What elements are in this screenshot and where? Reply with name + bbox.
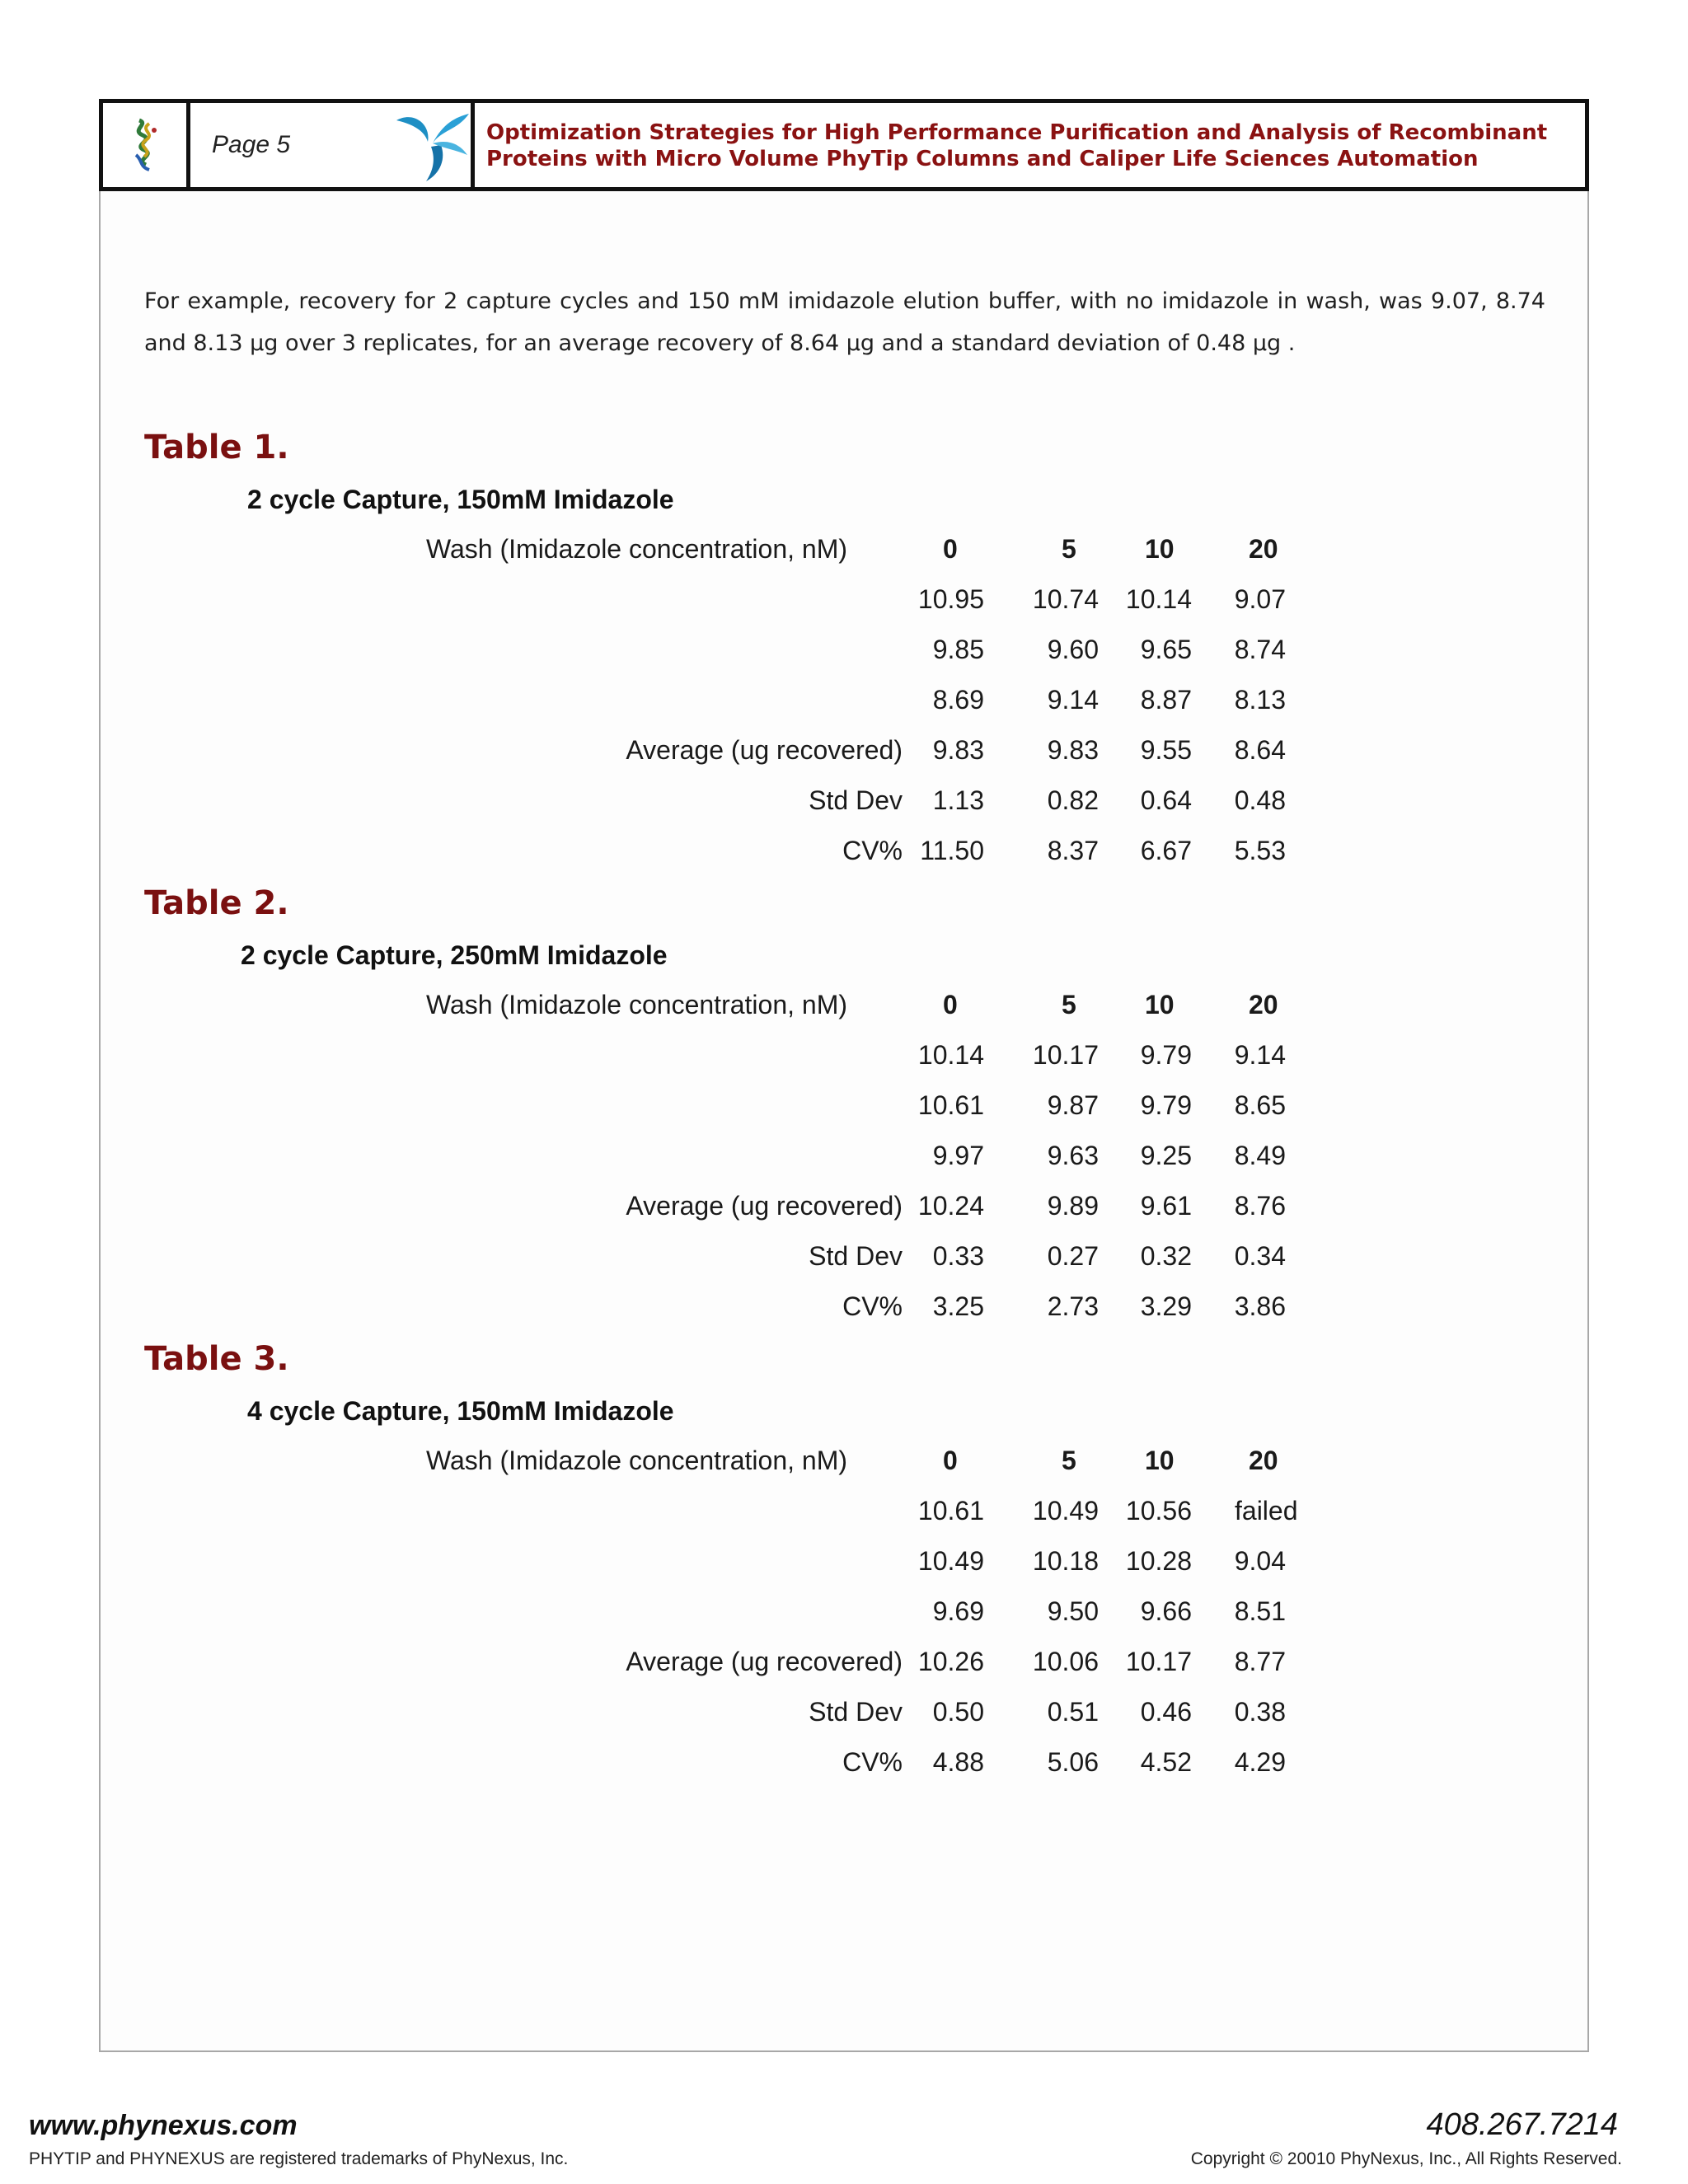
footer-website[interactable]: www.phynexus.com <box>29 2110 298 2141</box>
stat-value: 8.64 <box>1234 735 1286 765</box>
stat-value: 0.48 <box>1234 785 1286 815</box>
column-header: 0 <box>943 990 958 1019</box>
table-cell: 10.61 <box>917 1090 984 1120</box>
page-number: Page 5 <box>212 131 291 158</box>
footer-copyright: Copyright © 20010 PhyNexus, Inc., All Rights Reserved. <box>1190 2149 1622 2168</box>
wash-label: Wash (Imidazole concentration, nM) <box>425 1446 847 1475</box>
table-cell: 9.97 <box>932 1141 984 1170</box>
stat-label: Std Dev <box>809 1241 903 1271</box>
stat-value: 0.46 <box>1140 1697 1192 1727</box>
stat-value: 8.37 <box>1047 836 1099 865</box>
table-cell: 10.56 <box>1125 1496 1192 1526</box>
stat-value: 4.52 <box>1140 1747 1192 1777</box>
table-subtitle: 2 cycle Capture, 150mM Imidazole <box>247 485 674 514</box>
stat-label: Average (ug recovered) <box>626 1191 903 1221</box>
stat-label: CV% <box>842 836 903 865</box>
table-cell: 9.14 <box>1234 1040 1286 1070</box>
table-cell: 10.74 <box>1032 584 1099 614</box>
table-cell: 10.49 <box>917 1546 984 1576</box>
table-cell: 10.95 <box>917 584 984 614</box>
stat-value: 9.83 <box>1047 735 1099 765</box>
stat-label: CV% <box>842 1747 903 1777</box>
column-header: 10 <box>1145 534 1175 564</box>
column-header: 20 <box>1249 990 1278 1019</box>
table-cell: 8.65 <box>1234 1090 1286 1120</box>
column-header: 20 <box>1249 534 1278 564</box>
stat-value: 10.24 <box>917 1191 984 1221</box>
stat-value: 0.32 <box>1140 1241 1192 1271</box>
table-cell: 8.69 <box>932 685 984 715</box>
table-cell: 9.66 <box>1140 1596 1192 1626</box>
stat-value: 1.13 <box>932 785 984 815</box>
table-cell: 10.49 <box>1032 1496 1099 1526</box>
table-cell: 10.28 <box>1125 1546 1192 1576</box>
stat-value: 0.33 <box>932 1241 984 1271</box>
protein-logo-cell <box>103 103 190 187</box>
stat-value: 3.86 <box>1234 1291 1286 1321</box>
stat-value: 0.50 <box>932 1697 984 1727</box>
page-number-cell <box>190 103 471 187</box>
stat-label: Average (ug recovered) <box>626 1647 903 1676</box>
table-heading: Table 1. <box>144 429 289 466</box>
footer-phone: 408.267.7214 <box>1426 2107 1618 2142</box>
header-divider <box>471 103 475 187</box>
title-line-2: Proteins with Micro Volume PhyTip Columns and Caliper Life Sciences Automation <box>486 147 1479 171</box>
stat-value: 10.26 <box>917 1647 984 1676</box>
stat-value: 11.50 <box>920 836 984 865</box>
intro-line-2: and 8.13 µg over 3 replicates, for an average recovery of 8.64 µg and a standard deviation of 0.48 µg . <box>144 330 1296 356</box>
stat-value: 5.53 <box>1234 836 1286 865</box>
table-subtitle: 4 cycle Capture, 150mM Imidazole <box>247 1396 674 1426</box>
table-cell: 9.85 <box>932 635 984 664</box>
column-header: 10 <box>1145 1446 1175 1475</box>
stat-value: 0.51 <box>1047 1697 1099 1727</box>
column-header: 5 <box>1062 1446 1076 1475</box>
page-header <box>99 99 1589 191</box>
stat-value: 3.29 <box>1140 1291 1192 1321</box>
table-cell: 8.13 <box>1234 685 1286 715</box>
stat-value: 0.27 <box>1047 1241 1099 1271</box>
table-cell: 9.04 <box>1234 1546 1286 1576</box>
column-header: 10 <box>1145 990 1175 1019</box>
table-cell: 9.87 <box>1047 1090 1099 1120</box>
table-cell: 9.79 <box>1140 1040 1192 1070</box>
table-cell: 9.14 <box>1047 685 1099 715</box>
stat-value: 0.82 <box>1047 785 1099 815</box>
table-cell: 8.74 <box>1234 635 1286 664</box>
stat-value: 8.76 <box>1234 1191 1286 1221</box>
title-line-1: Optimization Strategies for High Performance Purification and Analysis of Recombinant <box>486 120 1548 145</box>
stat-value: 8.77 <box>1234 1647 1286 1676</box>
stat-value: 3.25 <box>932 1291 984 1321</box>
stat-value: 2.73 <box>1047 1291 1099 1321</box>
stat-label: CV% <box>842 1291 903 1321</box>
table-cell: 8.87 <box>1140 685 1192 715</box>
table-cell: 9.50 <box>1047 1596 1099 1626</box>
table-cell: 10.14 <box>1125 584 1192 614</box>
table-cell: 10.14 <box>917 1040 984 1070</box>
stat-value: 4.29 <box>1234 1747 1286 1777</box>
column-header: 0 <box>943 534 958 564</box>
wash-label: Wash (Imidazole concentration, nM) <box>425 534 847 564</box>
stat-label: Average (ug recovered) <box>626 735 903 765</box>
footer-trademark: PHYTIP and PHYNEXUS are registered trademarks of PhyNexus, Inc. <box>29 2149 569 2168</box>
table-subtitle: 2 cycle Capture, 250mM Imidazole <box>241 940 668 970</box>
stat-label: Std Dev <box>809 785 903 815</box>
table-cell: 9.25 <box>1140 1141 1192 1170</box>
column-header: 20 <box>1249 1446 1278 1475</box>
stat-value: 0.64 <box>1140 785 1192 815</box>
stat-value: 0.34 <box>1234 1241 1286 1271</box>
table-cell: 9.69 <box>932 1596 984 1626</box>
table-cell: 8.51 <box>1234 1596 1286 1626</box>
protein-structure-icon <box>106 105 185 185</box>
table-cell: 9.65 <box>1140 635 1192 664</box>
intro-paragraph <box>144 280 1545 364</box>
table-cell: 10.18 <box>1032 1546 1099 1576</box>
table-cell: 9.79 <box>1140 1090 1192 1120</box>
phynexus-logo-icon <box>392 105 474 185</box>
stat-value: 4.88 <box>932 1747 984 1777</box>
column-header: 0 <box>943 1446 958 1475</box>
document-title <box>486 120 1582 172</box>
table-cell: 9.07 <box>1234 584 1286 614</box>
table-cell: failed <box>1235 1496 1298 1526</box>
stat-value: 10.06 <box>1032 1647 1099 1676</box>
table-heading: Table 2. <box>144 884 289 922</box>
stat-value: 9.61 <box>1140 1191 1192 1221</box>
table-cell: 8.49 <box>1234 1141 1286 1170</box>
stat-value: 6.67 <box>1140 836 1192 865</box>
table-cell: 10.17 <box>1032 1040 1099 1070</box>
stat-value: 9.89 <box>1047 1191 1099 1221</box>
column-header: 5 <box>1062 990 1076 1019</box>
stat-label: Std Dev <box>809 1697 903 1727</box>
wash-label: Wash (Imidazole concentration, nM) <box>425 990 847 1019</box>
table-heading: Table 3. <box>144 1340 289 1378</box>
stat-value: 10.17 <box>1125 1647 1192 1676</box>
stat-value: 0.38 <box>1234 1697 1286 1727</box>
stat-value: 9.83 <box>932 735 984 765</box>
table-cell: 9.63 <box>1047 1141 1099 1170</box>
intro-line-1: For example, recovery for 2 capture cycles and 150 mM imidazole elution buffer, with no imidazole in wash, was 9.07, 8.74 <box>144 288 1545 314</box>
table-cell: 10.61 <box>917 1496 984 1526</box>
stat-value: 5.06 <box>1047 1747 1099 1777</box>
stat-value: 9.55 <box>1140 735 1192 765</box>
table-cell: 9.60 <box>1047 635 1099 664</box>
column-header: 5 <box>1062 534 1076 564</box>
